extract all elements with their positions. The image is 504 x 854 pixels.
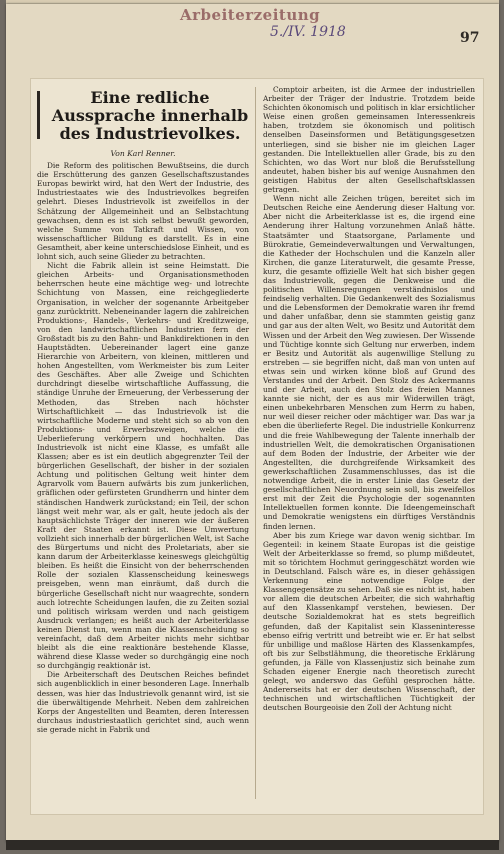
column-divider [255,87,256,799]
article-paragraph: Die Reform des politischen Bewußtseins, die durch die Erschütterung des ganzen Gesellschaftszustandes Europas bewirkt wird, hat den Wert der Industrie, des Industriestaates wie des Industrievolkes begreifen gelehrt. Dieses Industrievolk ist zweifellos in der Schätzung der Allgemeinheit und an Selbstachtung gewachsen, denn es ist sich selbst bewußt geworden, welche Summe von Tatkraft und Wissen, von wissenschaftlicher Bildung es darstellt. Es in eine Gesamtheit, aber keine unterschiedslose Einheit, und es lohnt sich, auch seine Glieder zu betrachten. [37,161,249,262]
page-number: 97 [460,30,480,46]
article-paragraph: Wenn nicht alle Zeichen trügen, bereitet sich im Deutschen Reiche eine Aenderung dieser Haltung vor. Aber nicht die Arbeiterklasse ist es, die irgend eine Aenderung ihrer Haltung vorzunehmen Anlaß hätte. Staatsämter und Staatsorgane, Parlamente und Bürokratie, Gemeindeverwaltungen und Verwaltungen, die Katheder der Hochschulen und die Kanzeln aller Kirchen, die ganze Literaturwelt, die gesamte Presse, kurz, die gesamte offizielle Welt hat sich bisher gegen das Industrievolk, gegen die Denkweise und die politischen Willensregungen verständnislos und feindselig verhalten. Die Gedankenwelt des Sozialismus und die Lebensformen der Demokratie waren ihr fremd und daher unfaßbar, denn sie stammten geistig ganz und gar aus der alten Welt, wo Besitz und Autorität dem Wissen und der Arbeit den Weg zuwiesen. Der Wissende und Tüchtige konnte sich Geltung nur erwerben, indem er Besitz und Autorität als augenwillige Stellung zu erstreben — sie begriffen nicht, daß man von unten auf etwas sein und wirken könne bloß auf Grund des Verstandes und der Arbeit. Den Stolz des Ackermanns und der Arbeit, auch den Stolz des freien Mannes kannte sie nicht, der es aus mir Widerwillen trägt, einen unbekehrbaren Menschen zum Herrn zu haben, nur weil dieser reicher oder mächtiger war. Das war ja eben die überlieferte Regel. Die industrielle Konkurrenz und die freie Wahlbewegung der Talente innerhalb der industriellen Welt, die demokratischen Organisationen auf dem Boden der Industrie, der Arbeiter wie der Angestellten, die durchgreifende Wirksamkeit des gewerkschaftlichen Zusammenschlusses, das ist die notwendige Arbeit, die in erster Linie das Gesetz der gesellschaftlichen Neuordnung sein soll, bis zweifellos erst mit der Zeit die Psychologie der sogenannten Intellektuellen formen konnte. Die Ideengemeinschaft und Demokratie wenigstens ein dürftiges Verständnis finden lernen. [263,194,475,531]
scan-bottom-edge [6,840,499,850]
article-column-left [37,85,249,805]
article-paragraph: Die Arbeiterschaft des Deutschen Reiches befindet sich augenblicklich in einer besonderen Lage. Innerhalb dessen, was hier das Industrievolk genannt wird, ist sie die überwältigende Mehrheit. Neben dem zahlreichen Korps der Angestellten und Beamten, deren Interessen durchaus industriestaatlich gerichtet sind, auch wenn sie gerade nicht in Fabrik und [37,670,249,734]
article-paragraph: Aber bis zum Kriege war davon wenig sichtbar. Im Gegenteil: in keinem Staate Europas ist die geistige Welt der Arbeiterklasse so fremd, so plump mißdeutet, mit so törichtem Hochmut geringgeschätzt worden wie in Deutschland. Falsch wäre es, in dieser gehässigen Verkennung eine notwendige Folge der Klassengegensätze zu sehen. Daß sie es nicht ist, haben vor allem die deutschen Arbeiter, die sich wahrhaftig auf den Klassenkampf verstehen, bewiesen. Der deutsche Sozialdemokrat hat es stets begreiflich gefunden, daß der Kapitalist sein Klasseninteresse ebenso eifrig vertritt und betreibt wie er. Er hat selbst für unbillige und maßlose Härten des Klassenkampfes, oft bis zur Selbstlähmung, die theoretische Erklärung gefunden, ja Fälle von Klassenjustiz sich beinahe zum Schaden eigener Energie nach theoretisch zurecht gelegt, wo anderswo das Gefühl gesprochen hätte. Andererseits hat er der deutschen Wissenschaft, der technischen und wirtschaftlichen Tüchtigkeit der deutschen Bourgeoisie den Zoll der Achtung nicht [263,530,475,713]
article-paragraph: Comptoir arbeiten, ist die Armee der industriellen Arbeiter der Träger der Industrie. Trotzdem beide Schichten ökonomisch und politisch in klar ersichtlicher Weise einen großen gemeinsamen Interessenkreis haben, trotzdem sie ökonomisch und politisch denselben Daseinsformen und Betätigungsgesetzen unterliegen, sind sie bisher nie im gleichen Lager gestanden. Die Intellektuellen aller Grade, bis zu den Schichten, wo das Wort nur bloß die Berufsstellung andeutet, haben bisher bis auf wenige Ausnahmen den geistigen Habitus der alten Gesellschaftsklassen getragen. [263,85,475,195]
article-author: Von Karl Renner. [110,149,176,158]
article-column-right [263,85,475,805]
newspaper-clipping [30,78,484,815]
article-title: Eine redliche Aussprache innerhalb des Industrievolkes. [51,88,249,143]
handwritten-date: 5./IV. 1918 [270,24,346,40]
article-paragraph: Nicht die Fabrik allein ist seine Heimstatt. Die gleichen Arbeits- und Organisationsmethoden beherrschen heute eine mächtige weg- und lotrechte Schichtung von Massen, eine reichgegliederte Organisation, in welcher der sogenannte Arbeitgeber ganz zurücktritt. Nebeneinander lagern die zahlreichen Produktions-, Handels-, Verkehrs- und Kreditzweige, von den landwirtschaftlichen Industrien fern der Großstadt bis zu den Bahn- und Bankdirektionen in den Hauptstädten. Uebereinander lagert eine ganze Hierarchie von Arbeitern, von kleinen, mittleren und hohen Angestellten, vom Werkmeister bis zum Leiter des Geschäftes. Aber alle Zweige und Schichten durchdringt dieselbe wirtschaftliche Auffassung, die ständige Unruhe der Erneuerung, der Verbesserung der Methoden, das Streben nach höchster Wirtschaftlichkeit — das Industrievolk ist die wirtschaftliche Moderne und steht sich so ab von den Produktions- und Erwerbszweigen, welche die Ueberlieferung verkörpern und hochhalten. Das Industrievolk ist nicht eine Klasse, es umfaßt alle Klassen; aber es ist ein deutlich abgegrenzter Teil der bürgerlichen Gesellschaft, der bisher in der sozialen Achtung und politischen Geltung weit hinter dem Agrarvolk vom Bauern aufwärts bis zum junkerlichen, gräflichen oder gefürsteten Grundherrn und hinter dem ständischen Handwerk zurückstand; ein Teil, der schon längst weit mehr war, als er galt, heute jedoch als der hauptsächlichste Träger der inneren wie der äußeren Kraft der Staaten erkannt ist. Diese Umwertung vollzieht sich innerhalb der bürgerlichen Welt, ist Sache des Bürgertums und nicht des Proletariats, aber sie kann darum der Arbeiterklasse keineswegs gleichgültig bleiben. Es heißt die Einsicht von der beherrschenden Rolle der sozialen Klassenscheidung keineswegs preisgeben, wenn man einräumt, daß durch die bürgerliche Gesellschaft nicht nur waagrechte, sondern auch lotrechte Scheidungen laufen, die zu Zeiten sozial und politisch wirksam werden und nach geistigem Ausdruck verlangen; es heißt auch der Arbeiterklasse keinen Dienst tun, wenn man die Klassenscheidung so vereinfacht, daß dem Arbeiter nichts mehr sichtbar bleibt als die eine reaktionäre bestehende Klasse, während diese Klasse weder so durchgängig eine noch so durchgängig reaktionär ist. [37,261,249,671]
newspaper-name-stamp: Arbeiterzeitung [180,6,321,24]
